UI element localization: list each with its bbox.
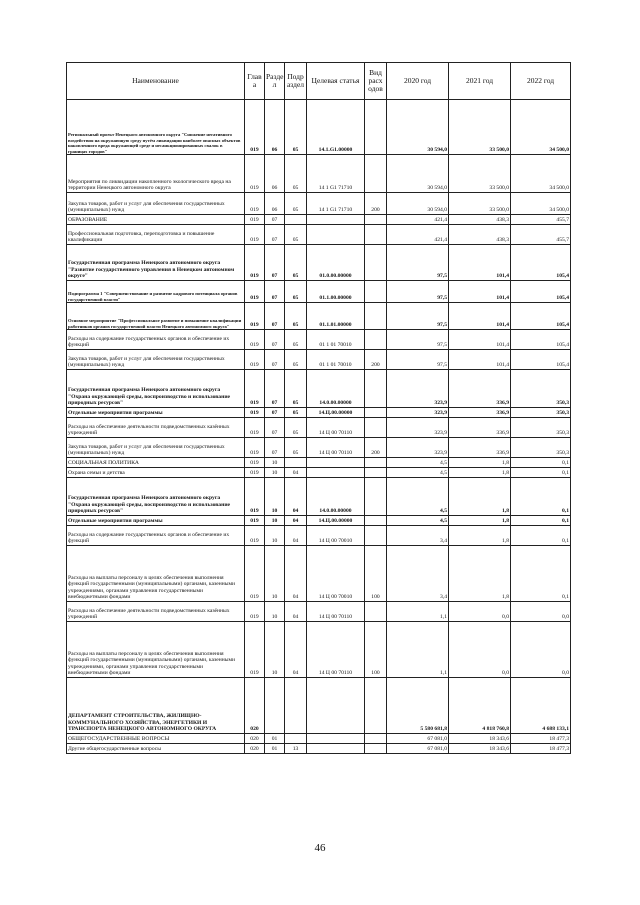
cell-razdel: 06 — [265, 193, 285, 215]
cell-glava: 019 — [245, 622, 265, 678]
table-row — [67, 100, 571, 155]
cell-name: Отдельные мероприятия программы — [67, 408, 245, 418]
cell-name: Расходы на обеспечение деятельности подведомственных казённых учреждений — [67, 418, 245, 438]
cell-name: ОБЩЕГОСУДАРСТВЕННЫЕ ВОПРОСЫ — [67, 734, 245, 744]
header-vid: Вид расх одов — [365, 63, 387, 100]
cell-name: Закупка товаров, работ и услуг для обеспечения государственных (муниципальных) нужд — [67, 193, 245, 215]
cell-target: 14 1 G1 71710 — [307, 193, 365, 215]
cell-podrazdel: 05 — [285, 100, 307, 155]
cell-podrazdel: 04 — [285, 546, 307, 602]
cell-glava: 019 — [245, 468, 265, 478]
cell-vid — [365, 734, 387, 744]
header-podrazdel: Подр аздел — [285, 63, 307, 100]
table-row — [67, 678, 571, 734]
table-row — [67, 303, 571, 330]
cell-glava: 019 — [245, 330, 265, 350]
header-2022: 2022 год — [511, 63, 571, 100]
budget-table — [66, 62, 571, 754]
cell-name: Региональный проект Ненецкого автономного округа "Снижение негативного воздействия на окружающую среду путём ликвидации наиболее опасных объектов накопленного вреда окружающей среде и несанкционированных свалок в границах городов" — [67, 100, 245, 155]
cell-vid — [365, 303, 387, 330]
cell-2021: 4 818 760,8 — [449, 678, 511, 734]
cell-2020: 421,4 — [387, 225, 449, 245]
cell-glava: 019 — [245, 350, 265, 370]
cell-2020: 323,9 — [387, 418, 449, 438]
cell-podrazdel: 05 — [285, 155, 307, 193]
cell-2021: 336,9 — [449, 408, 511, 418]
cell-2021: 1,8 — [449, 458, 511, 468]
cell-vid — [365, 370, 387, 408]
cell-2022: 34 500,0 — [511, 100, 571, 155]
table-row — [67, 438, 571, 458]
cell-name: Расходы на содержание государственных органов и обеспечение их функций — [67, 526, 245, 546]
cell-podrazdel: 05 — [285, 330, 307, 350]
cell-2021: 101,4 — [449, 245, 511, 281]
cell-razdel: 10 — [265, 458, 285, 468]
cell-vid: 200 — [365, 193, 387, 215]
cell-name: Расходы на обеспечение деятельности подведомственных казённых учреждений — [67, 602, 245, 622]
cell-vid — [365, 418, 387, 438]
cell-2022: 105,4 — [511, 245, 571, 281]
cell-target: 14.0.00.00000 — [307, 370, 365, 408]
cell-vid — [365, 458, 387, 468]
cell-podrazdel: 04 — [285, 526, 307, 546]
cell-2022: 350,3 — [511, 370, 571, 408]
cell-2022: 34 500,0 — [511, 155, 571, 193]
cell-vid: 100 — [365, 622, 387, 678]
cell-2020: 323,9 — [387, 438, 449, 458]
cell-2020: 4,5 — [387, 458, 449, 468]
cell-2021: 336,9 — [449, 418, 511, 438]
cell-vid — [365, 245, 387, 281]
cell-name: СОЦИАЛЬНАЯ ПОЛИТИКА — [67, 458, 245, 468]
table-header-row — [67, 63, 571, 100]
cell-2021: 336,9 — [449, 370, 511, 408]
cell-name: Отдельные мероприятия программы — [67, 516, 245, 526]
cell-glava: 020 — [245, 678, 265, 734]
cell-2020: 5 580 681,8 — [387, 678, 449, 734]
cell-podrazdel — [285, 215, 307, 225]
cell-glava: 020 — [245, 744, 265, 754]
cell-2020: 4,5 — [387, 516, 449, 526]
cell-glava: 019 — [245, 303, 265, 330]
cell-2020: 1,1 — [387, 602, 449, 622]
cell-podrazdel — [285, 734, 307, 744]
cell-vid — [365, 526, 387, 546]
cell-2022: 350,3 — [511, 408, 571, 418]
cell-2021: 0,0 — [449, 622, 511, 678]
cell-2020: 30 594,0 — [387, 193, 449, 215]
cell-2020: 67 081,0 — [387, 734, 449, 744]
cell-vid — [365, 516, 387, 526]
cell-podrazdel: 04 — [285, 602, 307, 622]
cell-2022: 0,1 — [511, 546, 571, 602]
cell-target — [307, 468, 365, 478]
cell-2021: 18 343,6 — [449, 734, 511, 744]
cell-name: ДЕПАРТАМЕНТ СТРОИТЕЛЬСТВА, ЖИЛИЩНО-КОММУНАЛЬНОГО ХОЗЯЙСТВА, ЭНЕРГЕТИКИ И ТРАНСПОРТА НЕНЕЦКОГО АВТОНОМНОГО ОКРУГА — [67, 678, 245, 734]
cell-glava: 019 — [245, 281, 265, 303]
cell-name: Государственная программа Ненецкого автономного округа "Охрана окружающей среды, воспроизводство и использование природных ресурсов" — [67, 370, 245, 408]
table-row — [67, 408, 571, 418]
budget-table-sheet — [66, 62, 570, 754]
cell-target: 01.1.01.00000 — [307, 303, 365, 330]
cell-podrazdel: 05 — [285, 281, 307, 303]
cell-2020: 421,4 — [387, 215, 449, 225]
cell-2021: 101,4 — [449, 303, 511, 330]
cell-name: Расходы на содержание государственных органов и обеспечение их функций — [67, 330, 245, 350]
cell-target: 14 Ц 00 70010 — [307, 526, 365, 546]
cell-target: 14.Ц.00.00000 — [307, 516, 365, 526]
cell-2021: 33 500,0 — [449, 193, 511, 215]
cell-name: Расходы на выплаты персоналу в целях обеспечения выполнения функций государственными (муниципальными) органами, казенными учреждениями, органами управления государственными внебюджетными фондами — [67, 546, 245, 602]
cell-razdel: 06 — [265, 100, 285, 155]
cell-target: 14 Ц 00 70010 — [307, 546, 365, 602]
cell-2022: 18 477,3 — [511, 744, 571, 754]
cell-2022: 105,4 — [511, 281, 571, 303]
cell-2021: 101,4 — [449, 330, 511, 350]
cell-podrazdel: 04 — [285, 516, 307, 526]
cell-2020: 4,5 — [387, 468, 449, 478]
table-row — [67, 350, 571, 370]
cell-2021: 101,4 — [449, 350, 511, 370]
cell-2022: 455,7 — [511, 215, 571, 225]
cell-2022: 350,3 — [511, 418, 571, 438]
cell-2022: 0,0 — [511, 602, 571, 622]
cell-razdel: 07 — [265, 408, 285, 418]
cell-vid — [365, 100, 387, 155]
cell-2020: 97,5 — [387, 350, 449, 370]
cell-razdel: 10 — [265, 622, 285, 678]
cell-2020: 30 594,0 — [387, 100, 449, 155]
cell-podrazdel — [285, 678, 307, 734]
cell-2020: 97,5 — [387, 245, 449, 281]
cell-2020: 97,5 — [387, 303, 449, 330]
cell-2020: 3,4 — [387, 546, 449, 602]
cell-razdel: 06 — [265, 155, 285, 193]
cell-vid: 100 — [365, 546, 387, 602]
table-row — [67, 245, 571, 281]
cell-2022: 455,7 — [511, 225, 571, 245]
cell-2020: 323,9 — [387, 408, 449, 418]
header-razdel: Разде л — [265, 63, 285, 100]
cell-2020: 3,4 — [387, 526, 449, 546]
cell-target — [307, 744, 365, 754]
cell-razdel: 10 — [265, 478, 285, 516]
cell-podrazdel: 05 — [285, 408, 307, 418]
cell-vid — [365, 225, 387, 245]
cell-razdel: 01 — [265, 734, 285, 744]
cell-2022: 350,3 — [511, 438, 571, 458]
cell-target: 01.1.00.00000 — [307, 281, 365, 303]
cell-podrazdel: 05 — [285, 193, 307, 215]
cell-target: 01 1 01 70010 — [307, 350, 365, 370]
table-row — [67, 516, 571, 526]
cell-2020: 323,9 — [387, 370, 449, 408]
cell-target — [307, 678, 365, 734]
cell-2021: 1,8 — [449, 468, 511, 478]
table-row — [67, 155, 571, 193]
cell-vid — [365, 215, 387, 225]
cell-target: 14 Ц 00 70110 — [307, 602, 365, 622]
cell-vid — [365, 330, 387, 350]
cell-vid — [365, 155, 387, 193]
cell-glava: 019 — [245, 100, 265, 155]
cell-glava: 019 — [245, 225, 265, 245]
cell-glava: 019 — [245, 516, 265, 526]
cell-name: Расходы на выплаты персоналу в целях обеспечения выполнения функций государственными (муниципальными) органами, казенными учреждениями, органами управления государственными внебюджетными фондами — [67, 622, 245, 678]
cell-glava: 019 — [245, 478, 265, 516]
cell-2021: 1,8 — [449, 526, 511, 546]
cell-2022: 18 477,3 — [511, 734, 571, 744]
cell-target: 14.1.G1.00000 — [307, 100, 365, 155]
cell-razdel: 07 — [265, 281, 285, 303]
cell-2020: 97,5 — [387, 330, 449, 350]
cell-target: 14 1 G1 71710 — [307, 155, 365, 193]
cell-razdel: 07 — [265, 350, 285, 370]
cell-name: Мероприятия по ликвидации накопленного экологического вреда на территории Ненецкого автономного округа — [67, 155, 245, 193]
table-row — [67, 744, 571, 754]
cell-glava: 019 — [245, 418, 265, 438]
header-name: Наименование — [67, 63, 245, 100]
cell-razdel: 10 — [265, 602, 285, 622]
cell-2022: 105,4 — [511, 350, 571, 370]
cell-2021: 1,8 — [449, 478, 511, 516]
cell-2020: 1,1 — [387, 622, 449, 678]
cell-podrazdel: 05 — [285, 370, 307, 408]
cell-2021: 438,3 — [449, 225, 511, 245]
cell-glava: 019 — [245, 602, 265, 622]
cell-glava: 019 — [245, 408, 265, 418]
cell-name: Другие общегосударственные вопросы — [67, 744, 245, 754]
cell-razdel: 10 — [265, 546, 285, 602]
cell-glava: 019 — [245, 458, 265, 468]
table-row — [67, 370, 571, 408]
table-row — [67, 478, 571, 516]
cell-name: Закупка товаров, работ и услуг для обеспечения государственных (муниципальных) нужд — [67, 350, 245, 370]
cell-name: Охрана семьи и детства — [67, 468, 245, 478]
cell-glava: 019 — [245, 245, 265, 281]
cell-podrazdel: 13 — [285, 744, 307, 754]
cell-podrazdel: 05 — [285, 245, 307, 281]
cell-name: Основное мероприятие "Профессиональное развитие и повышение квалификации работников органов государственной власти Ненецкого автономного округа" — [67, 303, 245, 330]
cell-razdel — [265, 678, 285, 734]
cell-vid — [365, 678, 387, 734]
table-row — [67, 215, 571, 225]
cell-podrazdel: 04 — [285, 468, 307, 478]
cell-razdel: 07 — [265, 330, 285, 350]
cell-2021: 336,9 — [449, 438, 511, 458]
cell-target — [307, 215, 365, 225]
cell-vid — [365, 602, 387, 622]
cell-target: 14 Ц 00 70110 — [307, 622, 365, 678]
table-row — [67, 193, 571, 215]
table-row — [67, 225, 571, 245]
cell-podrazdel: 05 — [285, 225, 307, 245]
cell-target: 14.0.00.00000 — [307, 478, 365, 516]
cell-razdel: 07 — [265, 370, 285, 408]
cell-razdel: 07 — [265, 418, 285, 438]
cell-razdel: 10 — [265, 526, 285, 546]
table-row — [67, 458, 571, 468]
cell-target — [307, 458, 365, 468]
cell-2022: 0,1 — [511, 526, 571, 546]
cell-vid — [365, 408, 387, 418]
cell-razdel: 07 — [265, 245, 285, 281]
cell-razdel: 10 — [265, 468, 285, 478]
cell-name: Профессиональная подготовка, переподготовка и повышение квалификации — [67, 225, 245, 245]
cell-2021: 33 500,0 — [449, 100, 511, 155]
cell-2022: 34 500,0 — [511, 193, 571, 215]
cell-glava: 019 — [245, 155, 265, 193]
cell-2021: 18 343,6 — [449, 744, 511, 754]
table-row — [67, 418, 571, 438]
cell-razdel: 07 — [265, 225, 285, 245]
cell-podrazdel: 05 — [285, 303, 307, 330]
cell-target — [307, 734, 365, 744]
table-row — [67, 622, 571, 678]
page-number: 46 — [314, 842, 326, 854]
cell-vid: 200 — [365, 438, 387, 458]
table-row — [67, 281, 571, 303]
cell-vid — [365, 478, 387, 516]
header-2021: 2021 год — [449, 63, 511, 100]
cell-glava: 019 — [245, 526, 265, 546]
cell-razdel: 10 — [265, 516, 285, 526]
header-glava: Глав а — [245, 63, 265, 100]
cell-razdel: 07 — [265, 215, 285, 225]
cell-2022: 0,1 — [511, 478, 571, 516]
cell-glava: 019 — [245, 546, 265, 602]
cell-name: Государственная программа Ненецкого автономного округа "Развитие государственного управления в Ненецком автономном округе" — [67, 245, 245, 281]
cell-glava: 019 — [245, 370, 265, 408]
table-row — [67, 546, 571, 602]
cell-target: 01.0.00.00000 — [307, 245, 365, 281]
cell-2021: 33 500,0 — [449, 155, 511, 193]
cell-2020: 4,5 — [387, 478, 449, 516]
cell-2021: 438,3 — [449, 215, 511, 225]
cell-2020: 97,5 — [387, 281, 449, 303]
table-row — [67, 734, 571, 744]
cell-glava: 019 — [245, 215, 265, 225]
table-row — [67, 330, 571, 350]
cell-vid — [365, 468, 387, 478]
cell-2021: 0,0 — [449, 602, 511, 622]
cell-target: 14 Ц 00 70110 — [307, 438, 365, 458]
cell-2022: 0,0 — [511, 622, 571, 678]
cell-vid — [365, 744, 387, 754]
cell-2022: 105,4 — [511, 303, 571, 330]
cell-2022: 105,4 — [511, 330, 571, 350]
cell-vid: 200 — [365, 350, 387, 370]
cell-vid — [365, 281, 387, 303]
table-row — [67, 526, 571, 546]
cell-target: 14 Ц 00 70110 — [307, 418, 365, 438]
cell-glava: 019 — [245, 193, 265, 215]
cell-target: 01 1 01 70010 — [307, 330, 365, 350]
cell-2020: 67 081,0 — [387, 744, 449, 754]
cell-target: 14.Ц.00.00000 — [307, 408, 365, 418]
cell-2022: 0,1 — [511, 468, 571, 478]
cell-2021: 1,8 — [449, 516, 511, 526]
cell-glava: 019 — [245, 438, 265, 458]
cell-podrazdel: 04 — [285, 622, 307, 678]
cell-2022: 0,1 — [511, 458, 571, 468]
cell-target — [307, 225, 365, 245]
table-row — [67, 468, 571, 478]
cell-2022: 0,1 — [511, 516, 571, 526]
cell-2021: 101,4 — [449, 281, 511, 303]
cell-2021: 1,8 — [449, 546, 511, 602]
cell-2020: 30 594,0 — [387, 155, 449, 193]
cell-podrazdel: 05 — [285, 350, 307, 370]
table-row — [67, 602, 571, 622]
header-target: Целевая статья — [307, 63, 365, 100]
cell-name: Закупка товаров, работ и услуг для обеспечения государственных (муниципальных) нужд — [67, 438, 245, 458]
cell-razdel: 01 — [265, 744, 285, 754]
cell-razdel: 07 — [265, 438, 285, 458]
cell-2022: 4 688 133,1 — [511, 678, 571, 734]
cell-podrazdel: 05 — [285, 418, 307, 438]
cell-glava: 020 — [245, 734, 265, 744]
header-2020: 2020 год — [387, 63, 449, 100]
cell-podrazdel: 04 — [285, 478, 307, 516]
cell-podrazdel: 05 — [285, 438, 307, 458]
cell-name: Подпрограмма 1 "Совершенствование и развитие кадрового потенциала органов государственной власти" — [67, 281, 245, 303]
cell-name: ОБРАЗОВАНИЕ — [67, 215, 245, 225]
cell-razdel: 07 — [265, 303, 285, 330]
cell-name: Государственная программа Ненецкого автономного округа "Охрана окружающей среды, воспроизводство и использование природных ресурсов" — [67, 478, 245, 516]
cell-podrazdel — [285, 458, 307, 468]
